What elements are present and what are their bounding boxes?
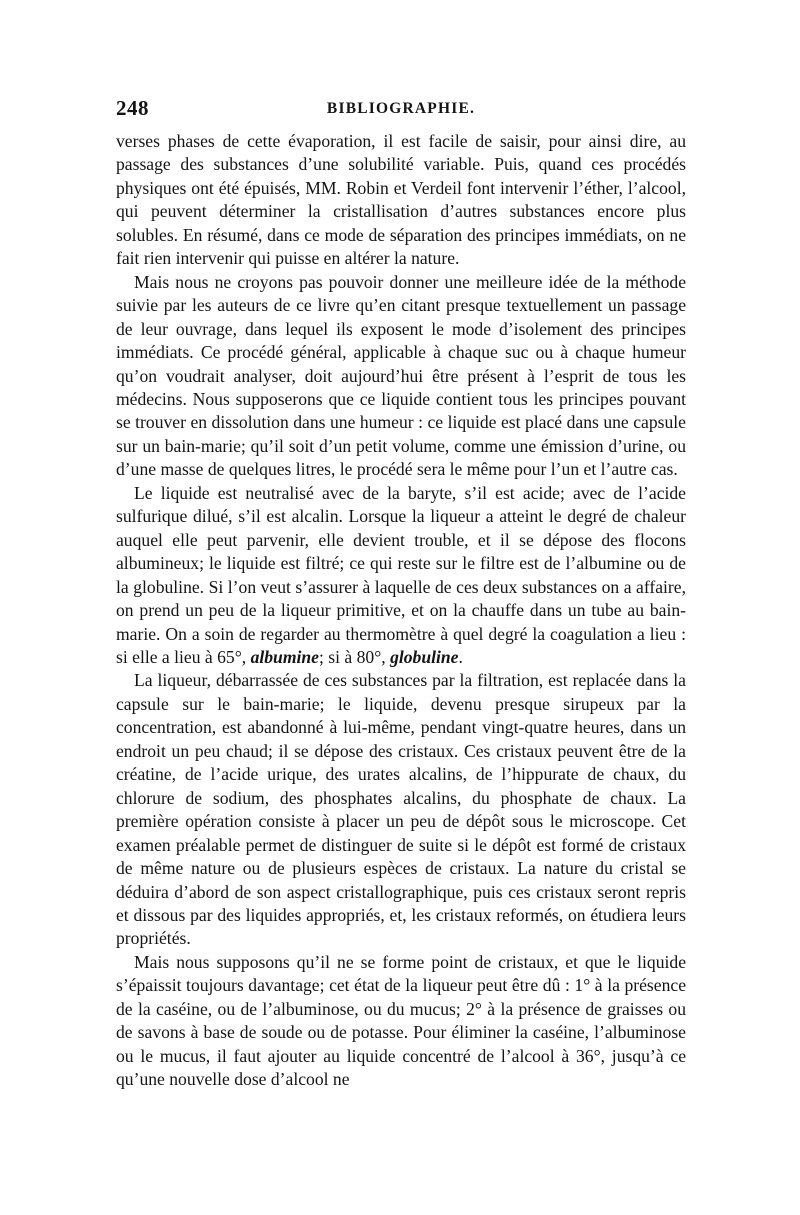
term-albumine: albumine <box>250 646 319 667</box>
page-number: 248 <box>116 96 149 120</box>
paragraph-neutralization-end: . <box>458 646 463 667</box>
paragraph-neutralization-text: Le liquide est neutralisé avec de la baryte, s’il est acide; avec de l’acide sulfurique dilué, s’il est alcalin. Lorsque la liqueur a atteint le degré de chaleur auquel elle peut parvenir, elle devient trouble, et il se dépose des flocons albumineux; le liquide est filtré; ce qui reste sur le filtre est de l’albumine ou de la globuline. Si l’on veut s’assurer à laquelle de ces deux substances on a affaire, on prend un peu de la liqueur primitive, et on la chauffe dans un tube au bain-marie. On a soin de regarder au thermomètre à quel degré la coagulation a lieu : si elle a lieu à 65°, <box>116 482 686 667</box>
paragraph-crystals: La liqueur, débarrassée de ces substances par la filtration, est replacée dans la capsule sur le bain-marie; le liquide, devenu presque sirupeux par la concentration, est abandonné à lui-même, pendant vingt-quatre heures, dans un endroit un peu chaud; il se dépose des cristaux. Ces cristaux peuvent être de la créatine, de l’acide urique, des urates alcalins, de l’hippurate de chaux, du chlorure de sodium, des phosphates alcalins, du phosphate de chaux. La première opération consiste à placer un peu de dépôt sous le microscope. Cet examen préalable permet de distinguer de suite si le dépôt est formé de cristaux de même nature ou de plusieurs espèces de cristaux. La nature du cristal se déduira d’abord de son aspect cristallographique, puis ces cristaux seront repris et dissous par des liquides appropriés, et, les cristaux reformés, on étudiera leurs propriétés. <box>116 670 686 949</box>
body-text <box>116 130 686 1092</box>
paragraph-no-crystals: Mais nous supposons qu’il ne se forme point de cristaux, et que le liquide s’épaissit toujours davantage; cet état de la liqueur peut être dû : 1° à la présence de la caséine, ou de l’albuminose, ou du mucus; 2° à la présence de graisses ou de savons à base de soude ou de potasse. Pour éliminer la caséine, l’albuminose ou le mucus, il faut ajouter au liquide concentré de l’alcool à 36°, jusqu’à ce qu’une nouvelle dose d’alcool ne <box>116 951 686 1090</box>
paragraph-neutralization <box>116 482 686 670</box>
page-header <box>116 96 686 126</box>
term-globuline: globuline <box>390 646 459 667</box>
running-title: BIBLIOGRAPHIE. <box>326 100 476 117</box>
paragraph-continuation: verses phases de cette évaporation, il est facile de saisir, pour ainsi dire, au passage des substances d’une solubilité variable. Puis, quand ces procédés physiques ont été épuisés, MM. Robin et Verdeil font intervenir l’éther, l’alcool, qui peuvent déterminer la cristallisation d’autres substances encore plus solubles. En résumé, dans ce mode de séparation des principes immédiats, on ne fait rien intervenir qui puisse en altérer la nature. <box>116 131 686 269</box>
paragraph-method: Mais nous ne croyons pas pouvoir donner une meilleure idée de la méthode suivie par les auteurs de ce livre qu’en citant presque textuellement un passage de leur ouvrage, dans lequel ils exposent le mode d’isolement des principes immédiats. Ce procédé général, applicable à chaque suc ou à chaque humeur qu’on voudrait analyser, doit aujourd’hui être présent à l’esprit de tous les médecins. Nous supposerons que ce liquide contient tous les principes pouvant se trouver en dissolution dans une humeur : ce liquide est placé dans une capsule sur un bain-marie; qu’il soit d’un petit volume, comme une émission d’urine, ou d’une masse de quelques litres, le procédé sera le même pour l’un et l’autre cas. <box>116 271 686 480</box>
paragraph-neutralization-middle: ; si à 80°, <box>319 646 391 667</box>
